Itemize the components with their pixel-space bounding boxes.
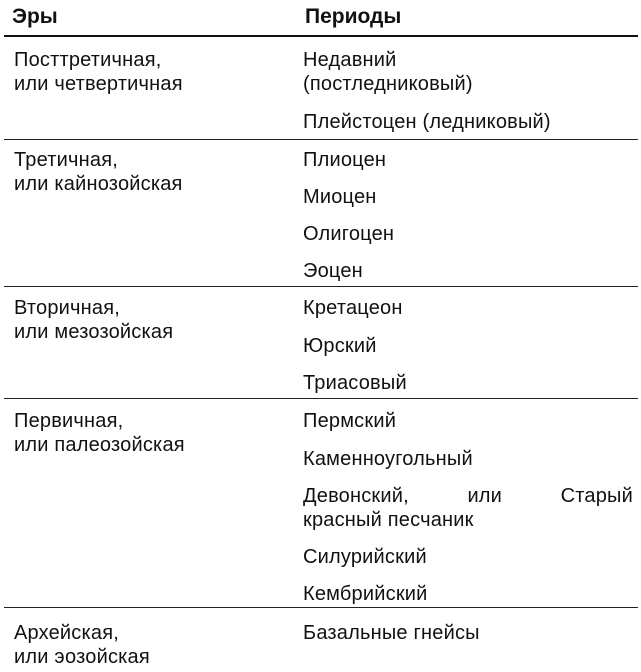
era-divider [4,607,638,608]
period-carboniferous: Каменноугольный [303,448,473,470]
column-header-eras: Эры [12,5,58,28]
period-pliocene: Плиоцен [303,149,387,171]
period-note: (постледниковый) [303,73,473,95]
column-header-periods: Периоды [305,5,402,28]
era-name: Первичная, [14,410,124,432]
period-word: Старый [560,485,633,507]
period-basal-gneisses: Базальные гнейсы [303,622,480,644]
header-rule [4,35,638,37]
era-cenozoic [14,148,183,196]
period-silurian: Силурийский [303,546,427,568]
era-alt-name: или четвертичная [14,73,183,95]
era-alt-name: или мезозойская [14,321,174,343]
era-mesozoic [14,296,173,344]
period-name: Недавний [303,49,397,71]
period-jurassic: Юрский [303,335,377,357]
era-name: Архейская, [14,622,120,644]
period-recent [303,48,473,96]
era-divider [4,398,638,399]
period-oligocene: Олигоцен [303,223,395,245]
period-cambrian: Кембрийский [303,583,428,605]
period-eocene: Эоцен [303,260,363,282]
era-alt-name: или палеозойская [14,434,185,456]
period-permian: Пермский [303,410,397,432]
era-quaternary [14,48,183,96]
period-cretaceous: Кретацеон [303,297,403,319]
era-archean [14,621,150,669]
era-divider [4,286,638,287]
period-devonian [303,484,633,532]
period-word: или [467,485,503,507]
period-word: Девонский, [303,485,409,507]
era-name: Вторичная, [14,297,121,319]
era-name: Третичная, [14,149,118,171]
era-alt-name: или эозойская [14,646,150,668]
period-miocene: Миоцен [303,186,377,208]
era-name: Посттретичная, [14,49,162,71]
era-alt-name: или кайнозойская [14,173,183,195]
period-triassic: Триасовый [303,372,407,394]
period-pleistocene: Плейстоцен (ледниковый) [303,111,551,133]
period-note: красный песчаник [303,509,474,531]
era-paleozoic [14,409,185,457]
era-divider [4,139,638,140]
